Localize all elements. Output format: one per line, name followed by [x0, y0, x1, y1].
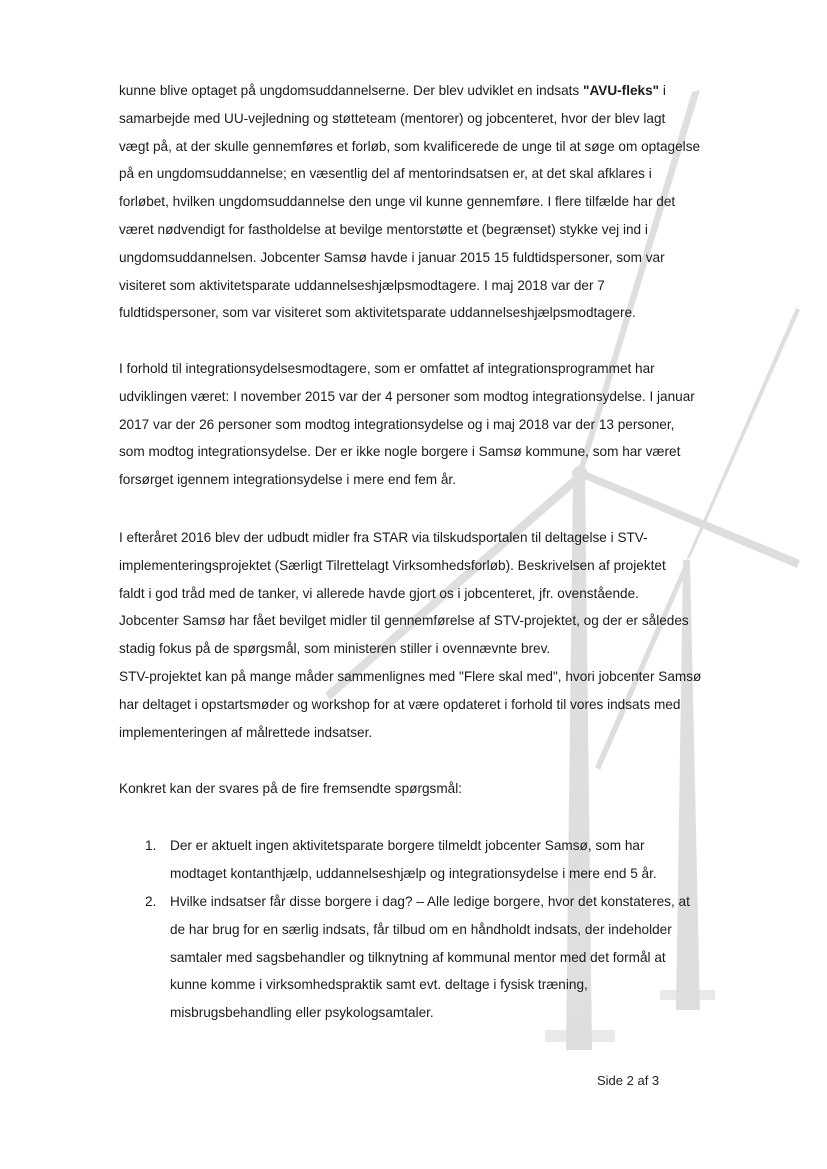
- text-line: 2017 var der 26 personer som modtog integrationsydelse og i maj 2018 var der 13 personer,: [119, 416, 675, 432]
- paragraph-integration: [119, 355, 724, 494]
- text-line: Jobcenter Samsø har fået bevilget midler til gennemførelse af STV-projektet, og der er således: [119, 613, 689, 629]
- list-number: 2.: [145, 894, 157, 909]
- text-line: samarbejde med UU-vejledning og støtteteam (mentorer) og jobcenteret, hvor der blev lagt: [119, 110, 666, 126]
- text-line: faldt i god tråd med de tanker, vi allerede havde gjort os i jobcenteret, jfr. ovenstående.: [119, 585, 639, 601]
- text-line: misbrugsbehandling eller psykologsamtaler.: [170, 1005, 434, 1021]
- text-line: kunne komme i virksomhedspraktik samt evt. deltage i fysisk træning,: [170, 977, 588, 993]
- paragraph-stv-project: [119, 524, 724, 746]
- text-line: har deltaget i opstartsmøder og workshop for at være opdateret i forhold til vores indsats med: [119, 696, 681, 712]
- text-line: Der er aktuelt ingen aktivitetsparate borgere tilmeldt jobcenter Samsø, som har: [170, 838, 645, 853]
- text-line: de har brug for en særlig indsats, får tilbud om en håndholdt indsats, der indeholder: [170, 921, 672, 937]
- text-line: været nødvendigt for fastholdelse at bevilge mentorstøtte et (begrænset) stykke vej ind i: [119, 221, 648, 237]
- paragraph-avu-fleks: [119, 77, 724, 327]
- text-line: vægt på, at der skulle gennemføres et forløb, som kvalificerede de unge til at søge om optagelse: [119, 138, 701, 154]
- text-line: som modtog integrationsydelse. Der er ikke nogle borgere i Samsø kommune, som har været: [119, 444, 681, 460]
- text-line: I efteråret 2016 blev der udbudt midler fra STAR via tilskudsportalen til deltagelse i STV-: [119, 530, 648, 545]
- list-number: 1.: [145, 838, 157, 853]
- text-line: fuldtidspersoner, som var visiteret som aktivitetsparate uddannelseshjælpsmodtagere.: [119, 305, 636, 321]
- text-line: kunne blive optaget på ungdomsuddannelserne. Der blev udviklet en indsats "AVU-fleks" i: [119, 83, 666, 98]
- page-number: Side 2 af 3: [597, 1073, 660, 1088]
- paragraph-questions-intro: [119, 775, 724, 803]
- avu-fleks-term: "AVU-fleks": [583, 83, 660, 98]
- text-line: forsørget igennem integrationsydelse i mere end fem år.: [119, 472, 456, 488]
- text-line: implementeringsprojektet (Særligt Tilrettelagt Virksomhedsforløb). Beskrivelsen af projektet: [119, 557, 666, 573]
- text-line: stadig fokus på de spørgsmål, som ministeren stiller i ovennævnte brev.: [119, 641, 551, 657]
- text-line: Hvilke indsatser får disse borgere i dag? – Alle ledige borgere, hvor det konstateres, at: [170, 894, 690, 909]
- text-line: Konkret kan der svares på de fire fremsendte spørgsmål:: [119, 781, 463, 796]
- text-line: samtaler med sagsbehandler og tilknytning af kommunal mentor med det formål at: [170, 949, 666, 965]
- text-line: I forhold til integrationsydelsesmodtagere, som er omfattet af integrationsprogrammet har: [119, 361, 655, 376]
- text-line: udviklingen været: I november 2015 var der 4 personer som modtog integrationsydelse. I januar: [119, 388, 695, 404]
- text-line: STV-projektet kan på mange måder sammenlignes med "Flere skal med", hvori jobcenter Samsø: [119, 668, 702, 684]
- text-line: implementeringen af målrettede indsatser.: [119, 724, 373, 740]
- text-line: ungdomsuddannelsen. Jobcenter Samsø havde i januar 2015 15 fuldtidspersoner, som var: [119, 249, 665, 265]
- text-line: på en ungdomsuddannelse; en væsentlig del af mentorindsatsen er, at det skal afklares i: [119, 166, 652, 182]
- text-line: forløbet, hvilken ungdomsuddannelse den unge vil kunne gennemføre. I flere tilfælde har det: [119, 194, 676, 210]
- text-line: modtaget kontanthjælp, uddannelseshjælp og integrationsydelse i mere end 5 år.: [170, 865, 657, 881]
- text-line: visiteret som aktivitetsparate uddannelseshjælpsmodtagere. I maj 2018 var der 7: [119, 277, 605, 293]
